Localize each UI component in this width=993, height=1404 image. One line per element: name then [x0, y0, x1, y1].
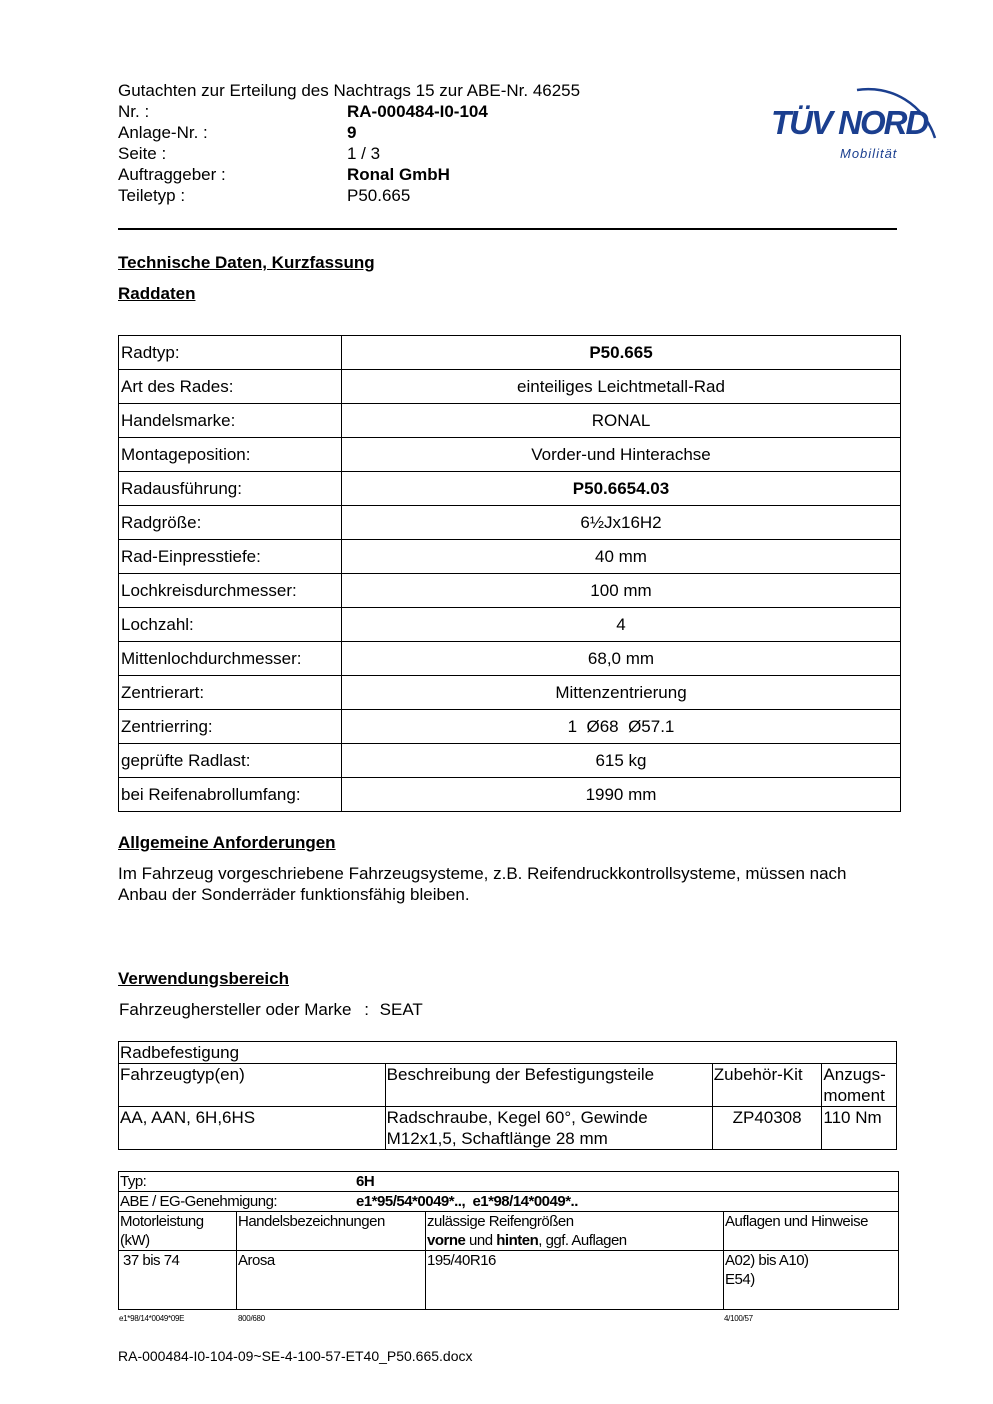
table-key: Radtyp: [119, 336, 342, 370]
abe-label: ABE / EG-Genehmigung: [120, 1193, 278, 1210]
table-row [119, 744, 901, 778]
table-value: 68,0 mm [342, 642, 901, 676]
header-value: 1 / 3 [347, 144, 381, 163]
fastening-desc-line: Radschraube, Kegel 60°, Gewinde [386, 1108, 648, 1127]
table-value: 1990 mm [342, 778, 901, 812]
general-requirements-text: Im Fahrzeug vorgeschriebene Fahrzeugsysteme, z.B. Reifendruckkontrollsysteme, müssen nach Anbau der Sonderräder funktionsfähig bleiben. [118, 864, 847, 904]
rear-label: hinten [496, 1232, 539, 1249]
abe-value: e1*95/54*0049*.., e1*98/14*0049*.. [356, 1193, 578, 1210]
table-key: Zentrierart: [119, 676, 342, 710]
manufacturer-label: Fahrzeughersteller oder Marke [119, 1000, 352, 1019]
manufacturer-line [119, 999, 423, 1020]
manufacturer-value: SEAT [379, 1000, 423, 1019]
table-key: Radgröße: [119, 506, 342, 540]
table-key: geprüfte Radlast: [119, 744, 342, 778]
table-row [119, 574, 901, 608]
tiny-ref-b: 800/680 [238, 1314, 265, 1323]
column-header: Handelsbezeichnungen [237, 1212, 426, 1251]
tyre-cell: 195/40R16 [426, 1251, 724, 1310]
table-value: 6½Jx16H2 [342, 506, 901, 540]
type-value: 6H [356, 1173, 375, 1190]
table-key: Montageposition: [119, 438, 342, 472]
tiny-ref-c: 4/100/57 [724, 1314, 753, 1323]
table-value: P50.665 [342, 336, 901, 370]
front-label: vorne [427, 1232, 466, 1249]
notes-line: E54) [725, 1271, 755, 1288]
column-header [426, 1212, 724, 1251]
header-value: 9 [347, 123, 357, 142]
column-header [822, 1064, 897, 1107]
header-label: Nr. : [118, 102, 150, 121]
heading-general: Allgemeine Anforderungen [118, 833, 336, 852]
header-title: Gutachten zur Erteilung des Nachtrags 15 zur ABE-Nr. 46255 [118, 81, 581, 100]
tuv-nord-logo [765, 60, 945, 170]
tiny-ref-a: e1*98/14*0049*09E [119, 1314, 185, 1323]
table-row [119, 1042, 897, 1064]
table-row [119, 778, 901, 812]
heading-technical: Technische Daten, Kurzfassung [118, 253, 375, 272]
table-row [119, 506, 901, 540]
column-header: Fahrzeugtyp(en) [119, 1064, 386, 1107]
and-label: und [469, 1232, 493, 1249]
table-key: Rad-Einpresstiefe: [119, 540, 342, 574]
power-cell: 37 bis 74 [119, 1251, 237, 1310]
name-cell: Arosa [237, 1251, 426, 1310]
table-value: 4 [342, 608, 901, 642]
rest-label: , ggf. Auflagen [538, 1232, 627, 1249]
table-value: 615 kg [342, 744, 901, 778]
header-row-anlage [118, 122, 658, 143]
document-header [118, 80, 658, 206]
fastening-kit: ZP40308 [712, 1107, 822, 1150]
table-row [119, 370, 901, 404]
header-label: Seite : [118, 144, 167, 163]
table-row [119, 642, 901, 676]
fastening-types: AA, AAN, 6H,6HS [119, 1107, 386, 1150]
header-label: Teiletyp : [118, 186, 186, 205]
table-row [119, 1107, 897, 1150]
header-divider [118, 228, 897, 230]
column-header: Auflagen und Hinweise [724, 1212, 899, 1251]
header-value: P50.665 [347, 186, 411, 205]
header-label: Anlage-Nr. : [118, 123, 208, 142]
fastening-title: Radbefestigung [119, 1042, 897, 1064]
header-row-teiletyp [118, 185, 658, 206]
table-row [119, 540, 901, 574]
header-value: RA-000484-I0-104 [347, 102, 488, 121]
table-value: Mittenzentrierung [342, 676, 901, 710]
table-key: Zentrierring: [119, 710, 342, 744]
table-row [119, 1172, 899, 1192]
table-value: einteiliges Leichtmetall-Rad [342, 370, 901, 404]
table-value: 1 Ø68 Ø57.1 [342, 710, 901, 744]
table-value: 40 mm [342, 540, 901, 574]
table-row [119, 472, 901, 506]
table-key: Radausführung: [119, 472, 342, 506]
table-key: Lochkreisdurchmesser: [119, 574, 342, 608]
fastening-desc-line: M12x1,5, Schaftlänge 28 mm [386, 1129, 608, 1148]
table-key: Art des Rades: [119, 370, 342, 404]
header-line [427, 1231, 722, 1250]
table-row [119, 1251, 899, 1310]
torque-header: Anzugs-moment [823, 1065, 886, 1105]
notes-line: A02) bis A10) [725, 1252, 809, 1269]
table-row [119, 676, 901, 710]
table-row [119, 1064, 897, 1107]
table-row [119, 404, 901, 438]
header-row-nr [118, 101, 658, 122]
heading-usage: Verwendungsbereich [118, 969, 289, 988]
wheel-data-table [118, 335, 901, 812]
column-header: Beschreibung der Befestigungsteile [385, 1064, 712, 1107]
table-row [119, 608, 901, 642]
table-key: Mittenlochdurchmesser: [119, 642, 342, 676]
table-row [119, 336, 901, 370]
table-row [119, 438, 901, 472]
fastening-torque: 110 Nm [822, 1107, 897, 1150]
logo-brand: TÜV NORD [771, 104, 928, 141]
table-value: 100 mm [342, 574, 901, 608]
table-value: Vorder-und Hinterachse [342, 438, 901, 472]
table-row [119, 710, 901, 744]
header-row-auftraggeber [118, 164, 658, 185]
abe-row [119, 1192, 899, 1212]
vehicle-type-table [118, 1171, 899, 1310]
table-key: bei Reifenabrollumfang: [119, 778, 342, 812]
header-line: Motorleistung [120, 1213, 204, 1230]
header-row-seite [118, 143, 658, 164]
logo-subtitle: Mobilität [840, 146, 898, 161]
column-header: Zubehör-Kit [712, 1064, 822, 1107]
notes-cell [724, 1251, 899, 1310]
heading-wheel-data: Raddaten [118, 284, 196, 303]
table-row [119, 1192, 899, 1212]
document-footer: RA-000484-I0-104-09~SE-4-100-57-ET40_P50.665.docx [118, 1348, 473, 1364]
header-value: Ronal GmbH [347, 165, 450, 184]
table-value: P50.6654.03 [342, 472, 901, 506]
fastening-description [385, 1107, 712, 1150]
table-row [119, 1212, 899, 1251]
table-key: Lochzahl: [119, 608, 342, 642]
header-line: zulässige Reifengrößen [427, 1213, 574, 1230]
type-row [119, 1172, 899, 1192]
manufacturer-sep: : [364, 1000, 369, 1019]
table-value: RONAL [342, 404, 901, 438]
fastening-table [118, 1041, 897, 1150]
type-label: Typ: [120, 1173, 147, 1190]
table-key: Handelsmarke: [119, 404, 342, 438]
header-label: Auftraggeber : [118, 165, 226, 184]
column-header [119, 1212, 237, 1251]
header-line: (kW) [120, 1232, 150, 1249]
